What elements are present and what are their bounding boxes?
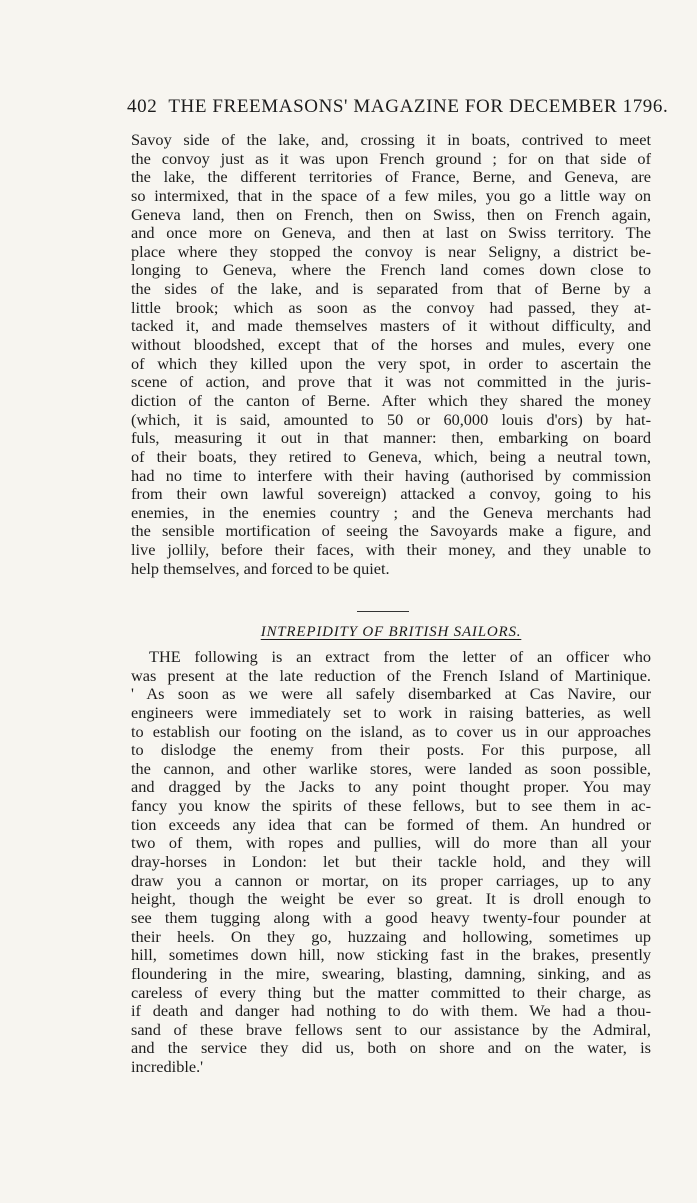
text-line: of which they killed upon the very spot, in order to ascertain the — [131, 353, 651, 373]
section-heading: INTREPIDITY OF BRITISH SAILORS. — [260, 624, 522, 640]
text-line: tacked it, and made themselves masters of it without difficulty, and — [131, 316, 651, 336]
text-line: THE following is an extract from the letter of an officer who — [149, 647, 651, 666]
text-line: tion exceeds any idea that can be formed of them. An hundred or — [131, 814, 651, 834]
text-line: floundering in the mire, swearing, blasting, damning, sinking, and as — [131, 963, 651, 983]
text-line: had no time to interfere with their having (authorised by commission — [131, 465, 651, 485]
text-line: two of them, with ropes and pullies, will do more than all your — [131, 833, 651, 853]
text-line: longing to Geneva, where the French land comes down close to — [131, 260, 651, 280]
text-line: (which, it is said, amounted to 50 or 60,000 louis d'ors) by hat- — [131, 409, 651, 429]
text-line: and the service they did us, both on shore and on the water, is — [131, 1038, 651, 1058]
text-line: Geneva land, then on French, then on Swiss, then on French again, — [131, 204, 651, 224]
text-line: dray-horses in London: let but their tackle hold, and they will — [131, 852, 651, 872]
text-line: and dragged by the Jacks to any point thought proper. You may — [131, 777, 651, 797]
text-line: enemies, in the enemies country ; and the Geneva merchants had — [131, 502, 651, 522]
running-header — [127, 96, 669, 118]
text-line: little brook; which as soon as the convoy had passed, they at- — [131, 297, 651, 317]
text-line: was present at the late reduction of the French Island of Martinique. — [131, 665, 651, 685]
paragraph-continuation — [131, 131, 651, 578]
text-line: height, though the weight be ever so great. It is droll enough to — [131, 889, 651, 909]
text-line: draw you a cannon or mortar, on its proper carriages, up to any — [131, 870, 651, 890]
text-line: and once more on Geneva, and then at last on Swiss territory. The — [131, 223, 651, 243]
text-line: ' As soon as we were all safely disembarked at Cas Navire, our — [131, 684, 651, 704]
text-line: live jollily, before their faces, with their money, and they unable to — [131, 540, 651, 560]
text-line: see them tugging along with a good heavy twenty-four pounder at — [131, 907, 651, 927]
text-line: of their boats, they retired to Geneva, which, being a neutral town, — [131, 446, 651, 466]
text-line: the lake, the different territories of France, Berne, and Geneva, are — [131, 167, 651, 187]
text-line: engineers were immediately set to work in raising batteries, as well — [131, 702, 651, 722]
text-line: hill, sometimes down hill, now sticking fast in the brakes, presently — [131, 945, 651, 965]
text-line: to dislodge the enemy from their posts. For this purpose, all — [131, 740, 651, 760]
text-line: from their own lawful sovereign) attacked a convoy, going to his — [131, 484, 651, 504]
text-line: to establish our footing on the island, as to cover us in our approaches — [131, 721, 651, 741]
text-line: help themselves, and forced to be quiet. — [131, 558, 390, 578]
text-line: incredible.' — [131, 1057, 204, 1077]
text-line: fancy you know the spirits of these fellows, but to see them in ac- — [131, 796, 651, 816]
section-divider — [357, 611, 409, 612]
text-line: sand of these brave fellows sent to our assistance by the Admiral, — [131, 1019, 651, 1039]
text-line: diction of the canton of Berne. After which they shared the money — [131, 390, 651, 410]
text-line: Savoy side of the lake, and, crossing it in boats, contrived to meet — [131, 130, 651, 149]
text-line: so intermixed, that in the space of a few miles, you go a little way on — [131, 185, 651, 205]
text-line: fuls, measuring it out in that manner: then, embarking on board — [131, 428, 651, 448]
text-line: scene of action, and prove that it was not committed in the juris- — [131, 372, 651, 392]
text-line: the sensible mortification of seeing the Savoyards make a figure, and — [131, 521, 651, 541]
text-line: the convoy just as it was upon French ground ; for on that side of — [131, 148, 651, 168]
text-line: the sides of the lake, and is separated from that of Berne by a — [131, 279, 651, 299]
text-line: the cannon, and other warlike stores, were landed as soon possible, — [131, 758, 651, 778]
text-line: careless of every thing but the matter committed to their charge, as — [131, 982, 651, 1002]
text-line: place where they stopped the convoy is near Seligny, a district be- — [131, 241, 651, 261]
text-line: without bloodshed, except that of the horses and mules, every one — [131, 335, 651, 355]
text-line: if death and danger had nothing to do with them. We had a thou- — [131, 1001, 651, 1021]
paragraph-intrepidity — [131, 648, 651, 1077]
text-line: their heels. On they go, huzzaing and hollowing, sometimes up — [131, 926, 651, 946]
page-number: 402 — [127, 96, 158, 117]
running-title: THE FREEMASONS' MAGAZINE FOR DECEMBER 1796. — [168, 96, 669, 117]
